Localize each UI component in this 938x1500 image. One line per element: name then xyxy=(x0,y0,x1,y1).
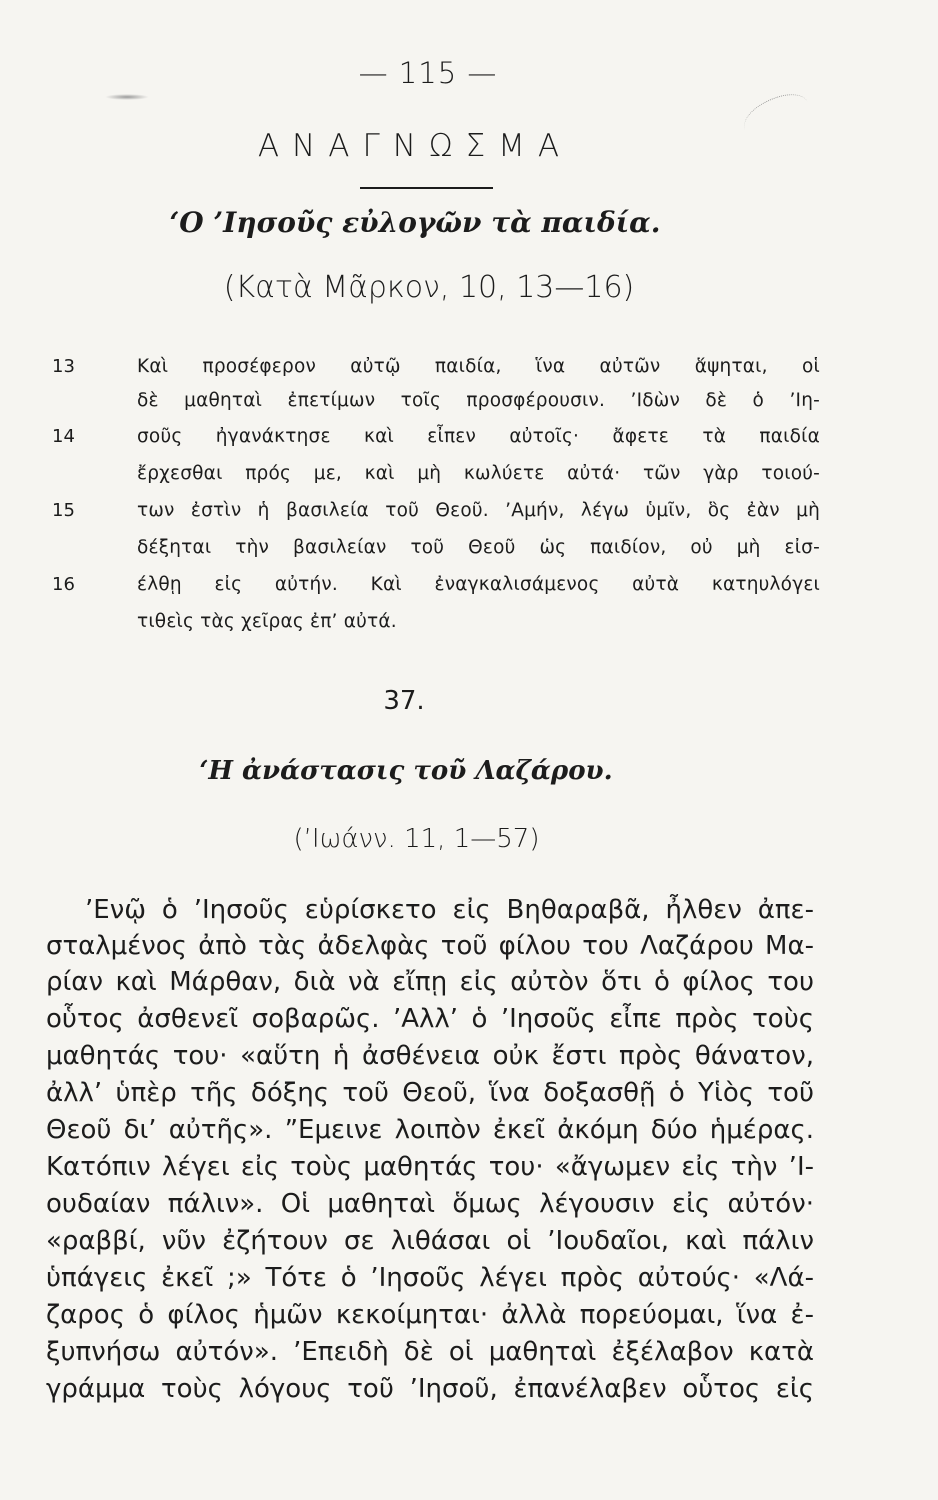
narrative-line: ρίαν καὶ Μάρθαν, διὰ νὰ εἴπῃ εἰς αὐτὸν ὅτι ὁ φίλος του xyxy=(46,967,814,997)
narrative-line: ουδαίαν πάλιν». Οἱ μαθηταὶ ὅμως λέγουσιν εἰς αὐτόν· xyxy=(46,1189,814,1219)
verse-line: τιθεὶς τὰς χεῖρας ἐπ’ αὐτά. xyxy=(137,611,397,632)
page-number: — 115 — xyxy=(358,56,498,90)
verse-line: δὲ μαθηταὶ ἐπετίμων τοῖς προσφέρουσιν. ’Ιδὼν δὲ ὁ ’Ιη- xyxy=(137,390,820,411)
verse-number: 15 xyxy=(52,500,75,521)
heading-divider xyxy=(360,187,493,189)
ink-smudge-left xyxy=(105,94,149,100)
verse-number: 13 xyxy=(52,356,75,377)
narrative-line: μαθητάς του· «αὕτη ἡ ἀσθένεια οὐκ ἔστι πρὸς θάνατον, xyxy=(46,1041,814,1071)
verse-line: ἔρχεσθαι πρός με, καὶ μὴ κωλύετε αὐτά· τῶν γὰρ τοιού- xyxy=(137,463,820,484)
section-reference: (’Ιωάνν. 11, 1—57) xyxy=(293,824,540,854)
narrative-line: Κατόπιν λέγει εἰς τοὺς μαθητάς του· «ἄγωμεν εἰς τὴν ’Ι- xyxy=(46,1152,814,1182)
story-title: ‘Ο ’Ιησοῦς εὐλογῶν τὰ παιδία. xyxy=(169,206,661,239)
narrative-line: ’Ενῷ ὁ ’Ιησοῦς εὑρίσκετο εἰς Βηθαραβᾶ, ἦλθεν ἀπε- xyxy=(85,895,814,925)
reading-heading: ΑΝΑΓΝΩΣΜΑ xyxy=(257,128,573,164)
scripture-reference: (Κατὰ Μᾶρκον, 10, 13—16) xyxy=(223,270,635,305)
verse-line: Καὶ προσέφερον αὐτῷ παιδία, ἵνα αὐτῶν ἅψηται, οἱ xyxy=(137,356,820,377)
verse-number: 16 xyxy=(52,574,75,595)
narrative-line: γράμμα τοὺς λόγους τοῦ ’Ιησοῦ, ἐπανέλαβεν οὗτος εἰς xyxy=(46,1374,814,1404)
section-title: ‘Η ἀνάστασις τοῦ Λαζάρου. xyxy=(199,756,613,786)
narrative-line: Θεοῦ δι’ αὐτῆς». ”Εμεινε λοιπὸν ἐκεῖ ἀκόμη δύο ἡμέρας. xyxy=(46,1115,814,1145)
section-number: 37. xyxy=(383,686,425,716)
narrative-line: οὗτος ἀσθενεῖ σοβαρῶς. ’Αλλ’ ὁ ’Ιησοῦς εἶπε πρὸς τοὺς xyxy=(46,1004,814,1034)
narrative-line: «ραββί, νῦν ἐζήτουν σε λιθάσαι οἱ ’Ιουδαῖοι, καὶ πάλιν xyxy=(46,1226,814,1256)
verse-line: έλθῃ εἰς αὐτήν. Καὶ ἐναγκαλισάμενος αὐτὰ κατηυλόγει xyxy=(137,574,820,595)
verse-line: των ἐστὶν ἡ βασιλεία τοῦ Θεοῦ. ’Αμήν, λέγω ὑμῖν, ὃς ἐὰν μὴ xyxy=(137,500,820,521)
narrative-line: σταλμένος ἀπὸ τὰς ἀδελφὰς τοῦ φίλου του Λαζάρου Μα- xyxy=(46,931,814,961)
narrative-line: ὑπάγεις ἐκεῖ ;» Τότε ὁ ’Ιησοῦς λέγει πρὸς αὐτούς· «Λά- xyxy=(46,1263,814,1293)
verse-line: σοῦς ἠγανάκτησε καὶ εἶπεν αὐτοῖς· ἄφετε τὰ παιδία xyxy=(137,426,820,447)
narrative-line: ξυπνήσω αὐτόν». ’Επειδὴ δὲ οἱ μαθηταὶ ἐξέλαβον κατὰ xyxy=(46,1337,814,1367)
narrative-line: ζαρος ὁ φίλος ἡμῶν κεκοίμηται· ἀλλὰ πορεύομαι, ἵνα ἐ- xyxy=(46,1300,814,1330)
verse-number: 14 xyxy=(52,426,75,447)
verse-line: δέξηται τὴν βασιλείαν τοῦ Θεοῦ ὡς παιδίον, οὐ μὴ εἰσ- xyxy=(137,537,820,558)
narrative-line: ἀλλ’ ὑπὲρ τῆς δόξης τοῦ Θεοῦ, ἵνα δοξασθῇ ὁ Υἱὸς τοῦ xyxy=(46,1078,814,1108)
